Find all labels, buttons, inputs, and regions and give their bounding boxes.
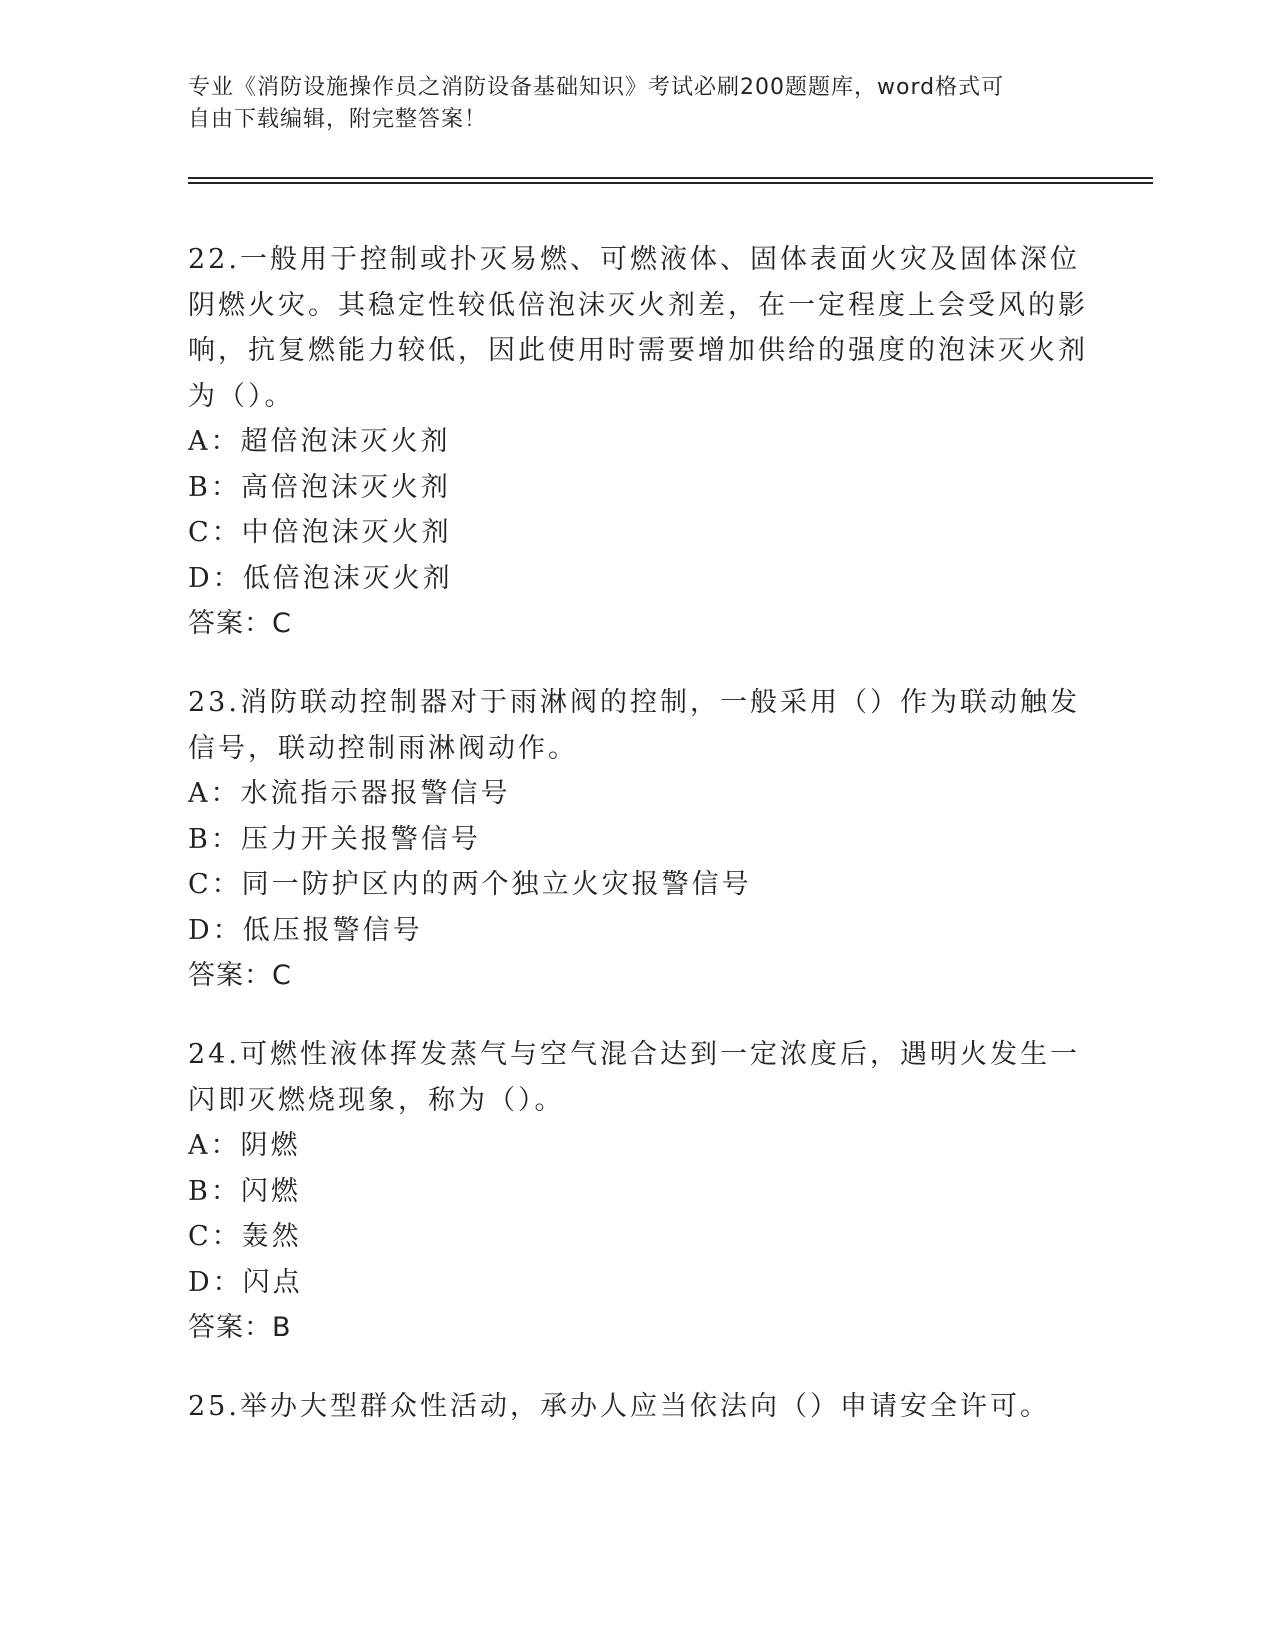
option-a: A：超倍泡沫灭火剂 <box>188 426 451 457</box>
answer-line: 答案：C <box>188 960 292 991</box>
option-d: D：闪点 <box>188 1266 303 1298</box>
option-b: B：高倍泡沫灭火剂 <box>188 471 451 503</box>
question-text: 24.可燃性液体挥发蒸气与空气混合达到一定浓度后，遇明火发生一闪即灭燃烧现象，称为（）。 <box>188 1039 1080 1116</box>
question-22 <box>188 237 1088 647</box>
option-b: B：闪燃 <box>188 1175 301 1207</box>
option-a: A：水流指示器报警信号 <box>188 778 511 809</box>
answer-line: 答案：B <box>188 1312 292 1343</box>
document-header <box>188 72 1088 136</box>
header-divider-top <box>188 177 1153 179</box>
option-c: C：中倍泡沫灭火剂 <box>188 517 452 548</box>
question-25 <box>188 1384 1088 1430</box>
option-a: A：阴燃 <box>188 1130 301 1161</box>
option-c: C：同一防护区内的两个独立火灾报警信号 <box>188 869 752 900</box>
option-d: D：低压报警信号 <box>188 914 423 946</box>
question-text: 23.消防联动控制器对于雨淋阀的控制，一般采用（）作为联动触发信号，联动控制雨淋阀动作。 <box>188 687 1080 764</box>
question-text: 22.一般用于控制或扑灭易燃、可燃液体、固体表面火灾及固体深位阴燃火灾。其稳定性较低倍泡沫灭火剂差，在一定程度上会受风的影响，抗复燃能力较低，因此使用时需要增加供给的强度的泡沫灭火剂为（）。 <box>188 244 1088 412</box>
header-divider-bottom <box>188 182 1153 184</box>
option-d: D：低倍泡沫灭火剂 <box>188 562 453 594</box>
answer-line: 答案：C <box>188 608 292 639</box>
question-24 <box>188 1032 1088 1351</box>
option-c: C：轰然 <box>188 1221 302 1252</box>
header-title-line-2: 自由下载编辑，附完整答案！ <box>188 107 488 132</box>
question-23 <box>188 680 1088 999</box>
header-title-line-1: 专业《消防设施操作员之消防设备基础知识》考试必刷200题题库，word格式可 <box>188 75 1005 100</box>
option-b: B：压力开关报警信号 <box>188 823 481 855</box>
question-list <box>188 237 1088 1463</box>
question-text: 25.举办大型群众性活动，承办人应当依法向（）申请安全许可。 <box>188 1391 1050 1422</box>
